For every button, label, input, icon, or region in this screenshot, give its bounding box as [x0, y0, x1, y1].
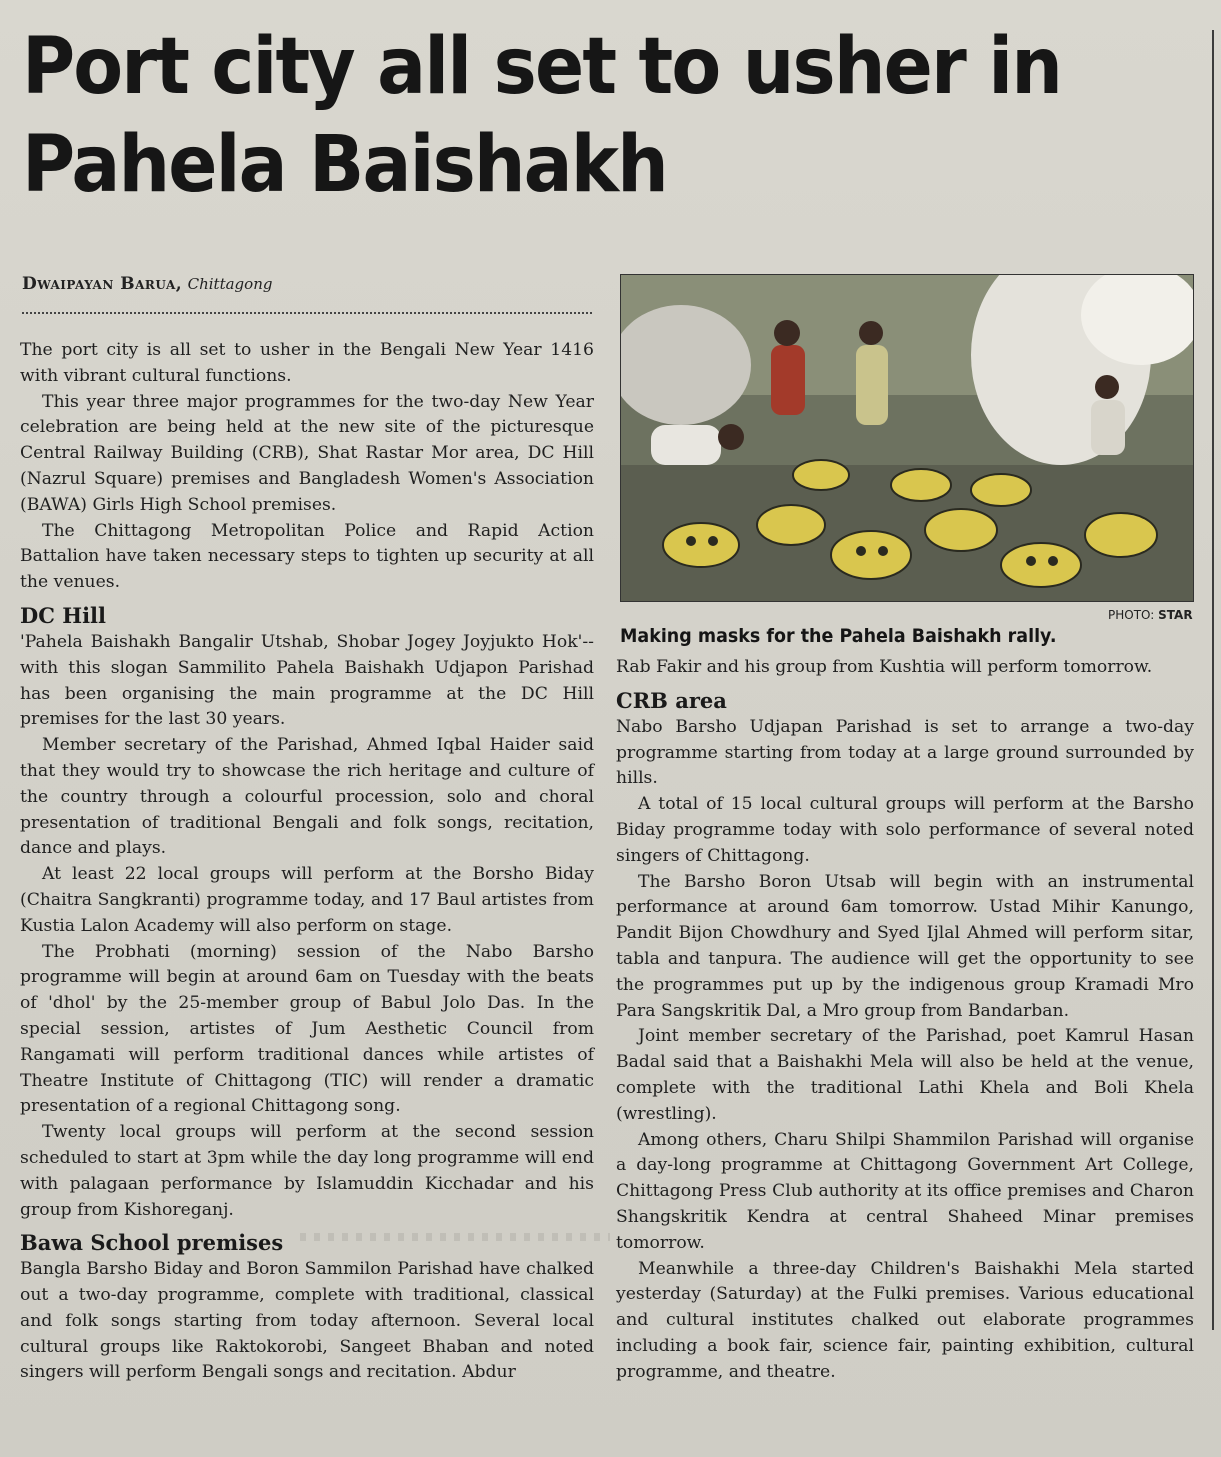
paragraph: The port city is all set to usher in the Bengali New Year 1416 with vibrant cultural functions.: [20, 340, 594, 386]
mask-making-illustration: [621, 275, 1193, 601]
byline-location: Chittagong: [187, 275, 273, 293]
photo-caption: Making masks for the Pahela Baishakh rally.: [620, 625, 1057, 647]
paragraph: Member secretary of the Parishad, Ahmed Iqbal Haider said that they would try to showcase the rich heritage and culture of the country through a colourful procession, solo and choral presentation of traditional Bengali and folk songs, recitation, dance and plays.: [20, 735, 594, 859]
paragraph: Bangla Barsho Biday and Boron Sammilon Parishad have chalked out a two-day programme, complete with traditional, classical and folk songs starting from today afternoon. Several local cultural groups like Raktokorobi, Sangeet Bhaban and noted singers will perform Bengali songs and recitation. Abdur: [20, 1259, 594, 1383]
paragraph: Among others, Charu Shilpi Shammilon Parishad will organise a day-long programme at Chittagong Government Art College, Chittagong Press Club authority at its office premises and Charon Shangskritik Kendra at central Shaheed Minar premises tomorrow.: [616, 1129, 1194, 1253]
column-rule: [1212, 30, 1214, 1330]
paragraph: This year three major programmes for the two-day New Year celebration are being held at the new site of the picturesque Central Railway Building (CRB), Shat Rastar Mor area, DC Hill (Nazrul Square) premises and Bangladesh Women's Association (BAWA) Girls High School premises.: [20, 391, 594, 515]
print-smudge: [300, 1233, 610, 1241]
paragraph: The Chittagong Metropolitan Police and Rapid Action Battalion have taken necessary steps to tighten up security at all the venues.: [20, 520, 594, 593]
byline-divider: [22, 312, 592, 314]
paragraph: 'Pahela Baishakh Bangalir Utshab, Shobar Jogey Joyjukto Hok'--with this slogan Sammilito Pahela Baishakh Udjapon Parishad has been organising the main programme at the DC Hill premises for the last 30 years.: [20, 631, 594, 730]
paragraph: At least 22 local groups will perform at the Borsho Biday (Chaitra Sangkranti) programme today, and 17 Baul artistes from Kustia Lalon Academy will also perform on stage.: [20, 864, 594, 936]
paragraph: A total of 15 local cultural groups will perform at the Barsho Biday programme today with solo performance of several noted singers of Chittagong.: [616, 794, 1194, 866]
paragraph: Rab Fakir and his group from Kushtia will perform tomorrow.: [616, 657, 1153, 677]
paragraph: Meanwhile a three-day Children's Baishakhi Mela started yesterday (Saturday) at the Fulki premises. Various educational and cultural institutes chalked out elaborate programmes including a book fair, science fair, painting exhibition, cultural programme, and theatre.: [616, 1258, 1194, 1382]
paragraph: The Probhati (morning) session of the Nabo Barsho programme will begin at around 6am on Tuesday with the beats of 'dhol' by the 25-member group of Babul Jolo Das. In the special session, artistes of Jum Aesthetic Council from Rangamati will perform traditional dances while artistes of Theatre Institute of Chittagong (TIC) will render a dramatic presentation of a regional Chittagong song.: [20, 941, 594, 1117]
paragraph: The Barsho Boron Utsab will begin with an instrumental performance at around 6am tomorrow. Ustad Mihir Kanungo, Pandit Bijon Chowdhury and Syed Ijlal Ahmed will perform sitar, tabla and tanpura. The audience will get the opportunity to see the programmes put up by the indigenous group Kramadi Mro Para Sangskritik Dal, a Mro group from Bandarban.: [616, 871, 1194, 1021]
column-left: [20, 338, 594, 1386]
photo-credit: [1108, 608, 1193, 622]
subheading-dc-hill: DC Hill: [20, 602, 107, 628]
column-right: [616, 655, 1194, 1386]
byline-author: Dwaipayan Barua,: [22, 274, 183, 294]
subheading-crb-area: CRB area: [616, 687, 727, 713]
paragraph: Nabo Barsho Udjapan Parishad is set to arrange a two-day programme starting from today at a large ground surrounded by hills.: [616, 716, 1194, 789]
headline: Port city all set to usher in Pahela Baishakh: [22, 22, 1062, 210]
paragraph: Joint member secretary of the Parishad, poet Kamrul Hasan Badal said that a Baishakhi Mela will also be held at the venue, complete with the traditional Lathi Khela and Boli Khela (wrestling).: [616, 1026, 1194, 1124]
photo-credit-prefix: PHOTO:: [1108, 608, 1155, 622]
photo-credit-source: STAR: [1158, 608, 1193, 622]
paragraph: Twenty local groups will perform at the second session scheduled to start at 3pm while the day long programme will end with palagaan performance by Islamuddin Kicchadar and his group from Kishoreganj.: [20, 1122, 594, 1220]
news-photo: [620, 274, 1194, 602]
byline: [22, 274, 272, 294]
subheading-bawa-school: Bawa School premises: [20, 1230, 284, 1256]
